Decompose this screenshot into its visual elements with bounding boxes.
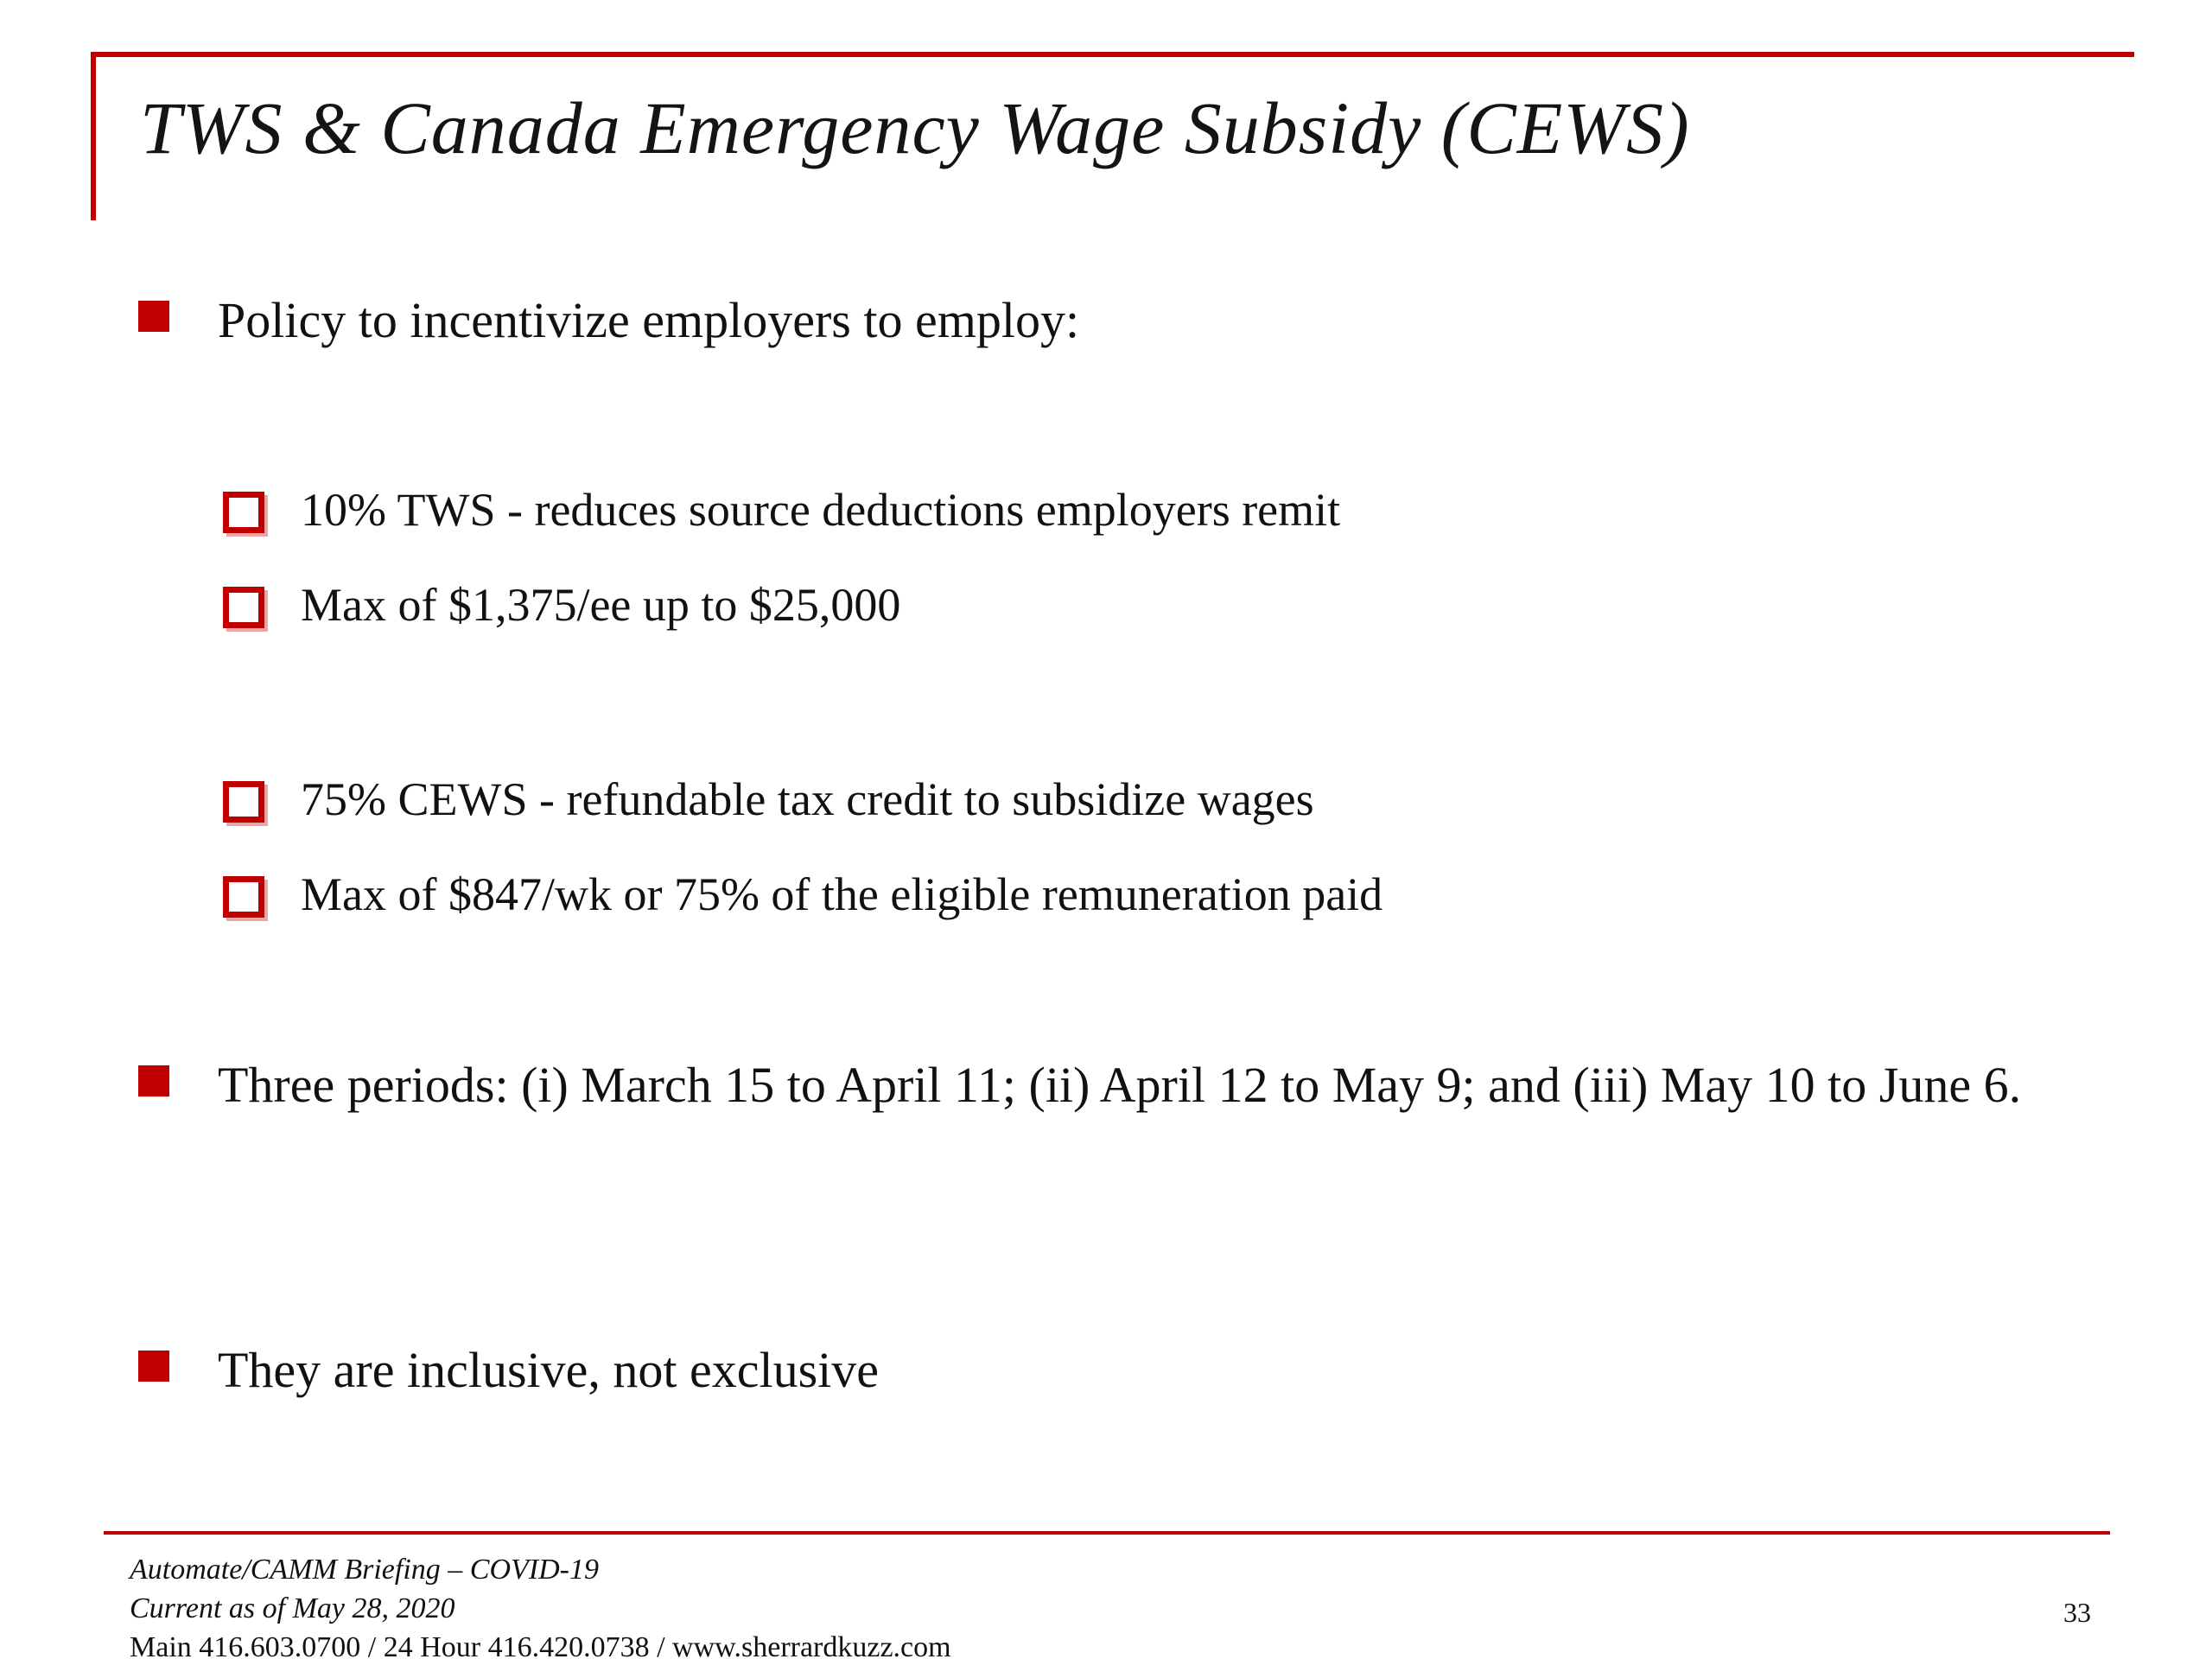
bullet-periods-text: Three periods: (i) March 15 to April 11; (ii) April 12 to May 9; and (iii) May 10 to June 6. <box>218 1057 2022 1113</box>
sub-bullet-cews-max-text: Max of $847/wk or 75% of the eligible remuneration paid <box>301 868 1383 920</box>
bullet-periods <box>138 1050 2127 1121</box>
slide-title: TWS & Canada Emergency Wage Subsidy (CEWS) <box>140 86 1690 169</box>
filled-square-bullet-icon <box>138 301 169 332</box>
hollow-square-bullet-icon <box>223 781 264 823</box>
sub-bullet-cews-text: 75% CEWS - refundable tax credit to subsidize wages <box>301 773 1314 825</box>
footer <box>130 1551 951 1659</box>
footer-briefing-title: Automate/CAMM Briefing – COVID-19 <box>130 1554 599 1586</box>
sub-bullet-cews <box>223 769 1314 830</box>
hollow-square-bullet-icon <box>223 492 264 533</box>
hollow-square-bullet-icon <box>223 876 264 918</box>
sub-bullet-tws <box>223 480 1340 540</box>
bullet-policy <box>138 285 1079 356</box>
page-number: 33 <box>2063 1597 2091 1628</box>
bullet-inclusive-text: They are inclusive, not exclusive <box>218 1342 880 1398</box>
bullet-policy-text: Policy to incentivize employers to employ: <box>218 292 1080 348</box>
footer-rule <box>104 1531 2110 1535</box>
sub-bullet-tws-max-text: Max of $1,375/ee up to $25,000 <box>301 579 901 631</box>
sub-bullet-tws-text: 10% TWS - reduces source deductions employers remit <box>301 484 1341 536</box>
sub-bullet-tws-max <box>223 575 900 635</box>
title-top-rule <box>91 52 2134 57</box>
bullet-inclusive <box>138 1335 879 1406</box>
filled-square-bullet-icon <box>138 1351 169 1382</box>
title-left-rule <box>91 52 96 220</box>
hollow-square-bullet-icon <box>223 587 264 628</box>
filled-square-bullet-icon <box>138 1065 169 1096</box>
footer-current-date: Current as of May 28, 2020 <box>130 1592 455 1624</box>
footer-contact-info: Main 416.603.0700 / 24 Hour 416.420.0738 / www.sherrardkuzz.com <box>130 1630 951 1659</box>
sub-bullet-cews-max <box>223 864 1382 925</box>
